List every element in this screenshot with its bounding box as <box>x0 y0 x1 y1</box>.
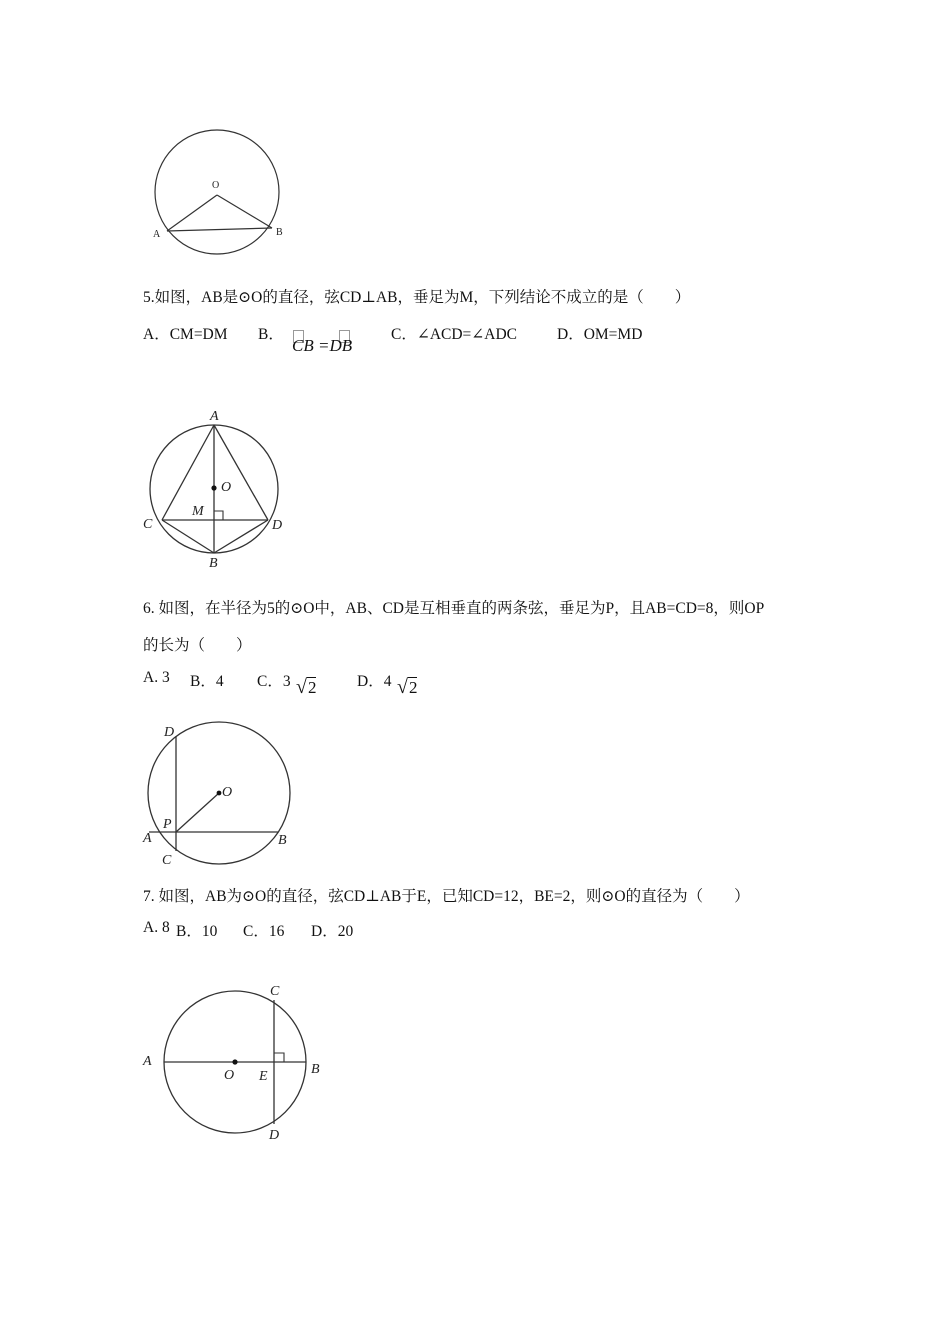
figure-q7 <box>135 978 335 1148</box>
label-a: A <box>153 229 161 240</box>
figure-q5 <box>135 400 295 575</box>
label-p: P <box>163 817 172 832</box>
q5-option-b-formula: CB =DB <box>292 336 353 355</box>
q5-option-c: C．∠ACD=∠ADC <box>391 326 518 343</box>
q6-option-c-prefix: C．3 <box>257 673 291 690</box>
label-o: O <box>212 180 220 191</box>
q7-stem: 7. 如图，AB为⊙O的直径，弦CD⊥AB于E，已知CD=12，BE=2，则⊙O的直径为（ ） <box>143 888 750 905</box>
right-angle-mark <box>274 1053 284 1062</box>
label-b: B <box>278 833 287 848</box>
q5-option-a: A．CM=DM <box>143 326 228 343</box>
q7-option-d: D．20 <box>311 923 354 940</box>
q6-option-b: B．4 <box>190 673 224 690</box>
segment-oa <box>167 195 217 231</box>
q6-option-c-sqrt <box>296 676 316 699</box>
segment-ac <box>162 425 214 520</box>
center-dot <box>232 1059 237 1064</box>
q5-option-b-prefix: B． <box>258 326 284 343</box>
label-o: O <box>224 1068 235 1083</box>
segment-ab <box>167 228 272 231</box>
q6-option-d-sqrt <box>397 676 417 699</box>
sqrt-icon: √ <box>397 676 408 698</box>
figure-circle-oab <box>140 120 300 265</box>
q5-option-d: D．OM=MD <box>557 326 643 343</box>
label-d: D <box>269 1128 280 1143</box>
right-angle-mark <box>214 511 223 520</box>
figure-q6 <box>135 718 305 873</box>
q6-stem-line1: 6. 如图，在半径为5的⊙O中，AB、CD是互相垂直的两条弦，垂足为P，且AB=CD=8，则OP <box>143 600 765 617</box>
label-c: C <box>270 984 280 999</box>
label-b: B <box>209 556 218 571</box>
center-dot <box>211 485 216 490</box>
q7-option-c: C．16 <box>243 923 285 940</box>
q7-option-b: B．10 <box>176 923 218 940</box>
label-o: O <box>222 785 233 800</box>
label-e: E <box>259 1069 268 1084</box>
circle <box>155 130 279 254</box>
q6-option-d-prefix: D．4 <box>357 673 392 690</box>
radicand: 2 <box>408 678 418 697</box>
label-d: D <box>272 518 283 533</box>
label-m: M <box>192 504 204 519</box>
label-c: C <box>143 517 153 532</box>
q5-stem: 5.如图，AB是⊙O的直径，弦CD⊥AB，垂足为M，下列结论不成立的是（ ） <box>143 289 691 306</box>
sqrt-icon: √ <box>296 676 307 698</box>
q7-option-a: A. 8 <box>143 919 170 936</box>
segment-ad <box>214 425 268 520</box>
label-d: D <box>164 725 175 740</box>
radicand: 2 <box>307 678 317 697</box>
q6-option-a: A. 3 <box>143 669 170 686</box>
segment-ob <box>217 195 272 228</box>
center-dot <box>217 791 222 796</box>
segment-db <box>214 520 268 553</box>
q6-stem-line2: 的长为（ ） <box>143 637 252 654</box>
label-a: A <box>210 409 219 424</box>
label-b: B <box>311 1062 320 1077</box>
label-c: C <box>162 853 172 868</box>
label-b: B <box>276 227 283 238</box>
segment-op <box>176 793 219 832</box>
label-a: A <box>143 831 152 846</box>
label-a: A <box>143 1054 152 1069</box>
label-o: O <box>221 480 232 495</box>
